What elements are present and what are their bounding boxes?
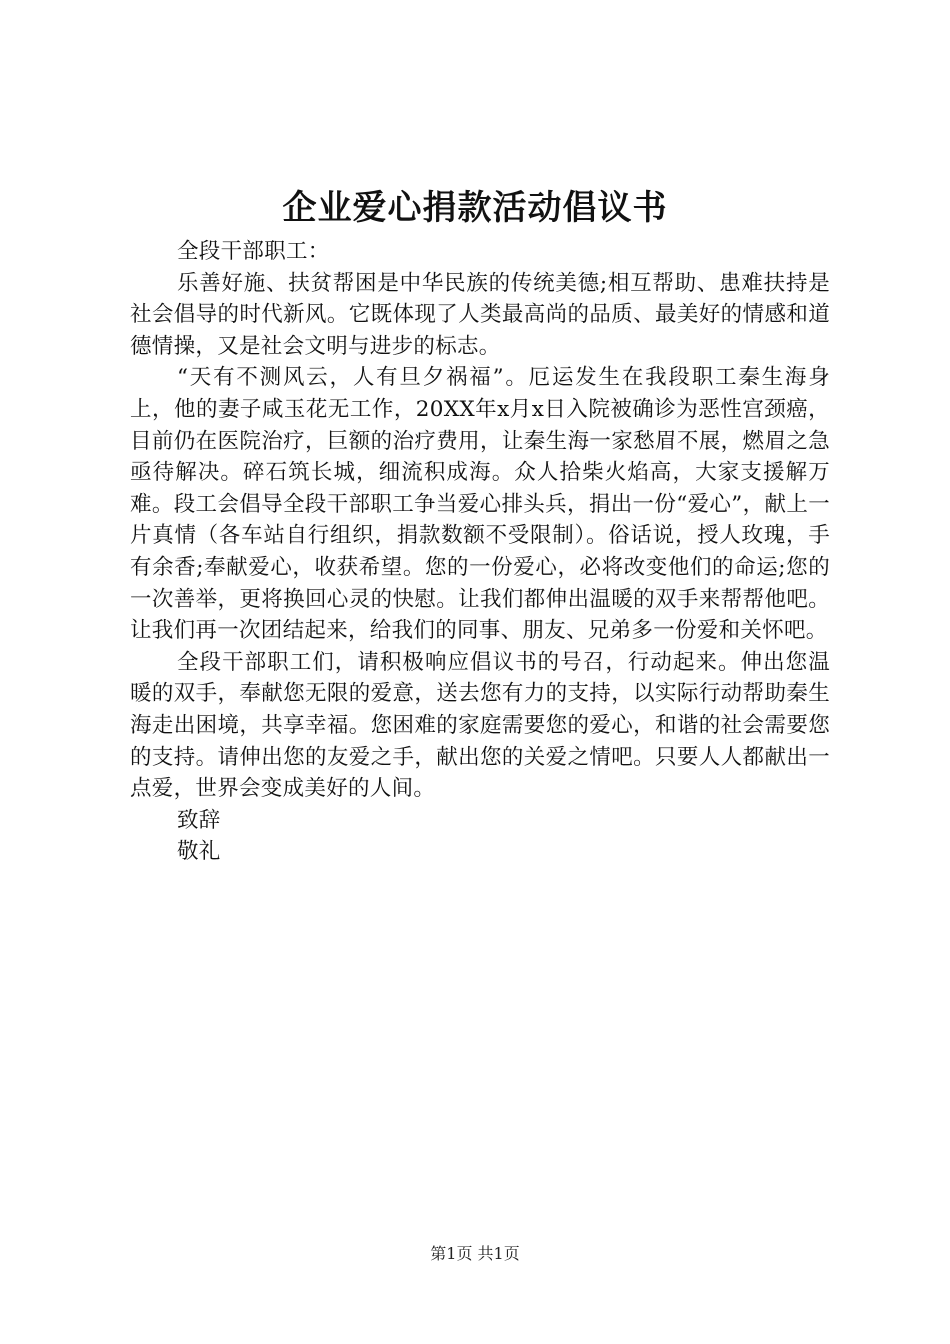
paragraph-1: 乐善好施、扶贫帮困是中华民族的传统美德;相互帮助、患难扶持是社会倡导的时代新风。它既体现了人类最高尚的品质、最美好的情感和道德情操，又是社会文明与进步的标志。	[130, 270, 830, 359]
page-footer: 第1页 共1页	[430, 1244, 520, 1263]
salutation: 全段干部职工：	[177, 239, 330, 264]
closing-line-2: 敬礼	[177, 839, 221, 865]
paragraph-3: 全段干部职工们，请积极响应倡议书的号召，行动起来。伸出您温暖的双手，奉献您无限的爱意，送去您有力的支持，以实际行动帮助秦生海走出困境，共享幸福。您困难的家庭需要您的爱心，和谐的社会需要您的支持。请伸出您的友爱之手，献出您的关爱之情吧。只要人人都献出一点爱，世界会变成美好的人间。	[130, 649, 830, 802]
document-body	[130, 236, 830, 868]
document-title: 企业爱心捐款活动倡议书	[282, 188, 668, 228]
paragraph-2: “天有不测风云，人有旦夕祸福”。厄运发生在我段职工秦生海身上，他的妻子咸玉花无工作，20XX年x月x日入院被确诊为恶性宫颈癌，目前仍在医院治疗，巨额的治疗费用，让秦生海一家愁眉不展，燃眉之急亟待解决。碎石筑长城，细流积成海。众人拾柴火焰高，大家支援解万难。段工会倡导全段干部职工争当爱心排头兵，捐出一份“爱心”，献上一片真情（各车站自行组织，捐款数额不受限制）。俗话说，授人玫瑰，手有余香;奉献爱心，收获希望。您的一份爱心，必将改变他们的命运;您的一次善举，更将换回心灵的快慰。让我们都伸出温暖的双手来帮帮他吧。让我们再一次团结起来，给我们的同事、朋友、兄弟多一份爱和关怀吧。	[130, 365, 830, 644]
closing-line-1: 致辞	[177, 807, 221, 833]
